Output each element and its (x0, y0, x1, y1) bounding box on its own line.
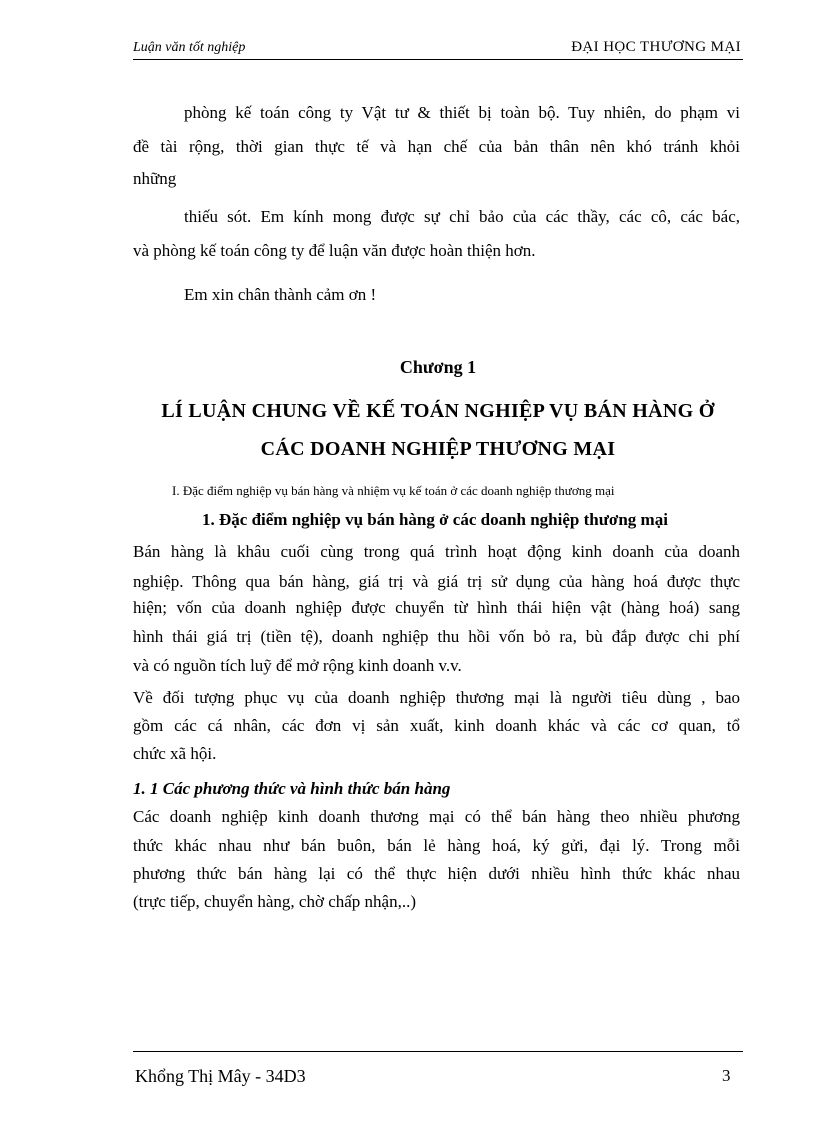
header-rule (133, 59, 743, 60)
section-1-para-1-line-1: Bán hàng là khâu cuối cùng trong quá trình hoạt động kinh doanh của doanh (133, 542, 740, 561)
chapter-number: Chương 1 (399, 357, 477, 377)
intro-line-3: những (133, 169, 177, 188)
section-1-1-heading: 1. 1 Các phương thức và hình thức bán hàng (133, 779, 451, 798)
section-1-1-para-line-3: phương thức bán hàng lại có thể thực hiện dưới nhiều hình thức khác nhau (133, 864, 740, 883)
intro-line-2: đề tài rộng, thời gian thực tế và hạn chế của bản thân nên khó tránh khỏi (133, 137, 740, 156)
thanks-line: Em xin chân thành cảm ơn ! (184, 285, 377, 304)
section-1-para-2-line-3: chức xã hội. (133, 744, 217, 763)
section-1-para-1-line-3: hiện; vốn của doanh nghiệp được chuyển từ hình thái hiện vật (hàng hoá) sang (133, 598, 740, 617)
header-thesis-label: Luận văn tốt nghiệp (133, 40, 246, 55)
intro-line-4: thiếu sót. Em kính mong được sự chỉ bảo của các thầy, các cô, các bác, (184, 207, 740, 226)
intro-line-1: phòng kế toán công ty Vật tư & thiết bị toàn bộ. Tuy nhiên, do phạm vi (184, 103, 740, 122)
footer-page-number: 3 (722, 1066, 731, 1085)
chapter-title-line-2: CÁC DOANH NGHIỆP THƯƠNG MẠI (260, 438, 616, 460)
section-1-para-2-line-1: Về đối tượng phục vụ của doanh nghiệp thương mại là người tiêu dùng , bao (133, 688, 740, 707)
header-university: ĐẠI HỌC THƯƠNG MẠI (571, 39, 741, 55)
section-1-para-2-line-2: gồm các cá nhân, các đơn vị sản xuất, kinh doanh khác và các cơ quan, tổ (133, 716, 740, 735)
section-1-1-para-line-2: thức khác nhau như bán buôn, bán lẻ hàng hoá, ký gửi, đại lý. Trong mỗi (133, 836, 740, 855)
section-1-1-para-line-4: (trực tiếp, chuyển hàng, chờ chấp nhận,..) (133, 892, 417, 911)
page-header (133, 36, 743, 60)
chapter-title-line-1: LÍ LUẬN CHUNG VỀ KẾ TOÁN NGHIỆP VỤ BÁN HÀNG Ở (161, 400, 715, 422)
intro-line-5: và phòng kế toán công ty để luận văn được hoàn thiện hơn. (133, 241, 536, 260)
section-1-para-1-line-2: nghiệp. Thông qua bán hàng, giá trị và giá trị sử dụng của hàng hoá được thực (133, 572, 740, 591)
section-1-para-1-line-5: và có nguồn tích luỹ để mở rộng kinh doanh v.v. (133, 656, 462, 675)
section-1-heading: 1. Đặc điểm nghiệp vụ bán hàng ở các doanh nghiệp thương mại (202, 510, 668, 529)
footer-rule (133, 1051, 743, 1052)
section-i-heading: I. Đặc điểm nghiệp vụ bán hàng và nhiệm vụ kế toán ở các doanh nghiệp thương mại (172, 483, 615, 498)
section-1-1-para-line-1: Các doanh nghiệp kinh doanh thương mại có thể bán hàng theo nhiều phương (133, 807, 740, 826)
footer-author: Khổng Thị Mây - 34D3 (135, 1066, 306, 1086)
section-1-para-1-line-4: hình thái giá trị (tiền tệ), doanh nghiệp thu hồi vốn bỏ ra, bù đắp được chi phí (133, 627, 740, 646)
